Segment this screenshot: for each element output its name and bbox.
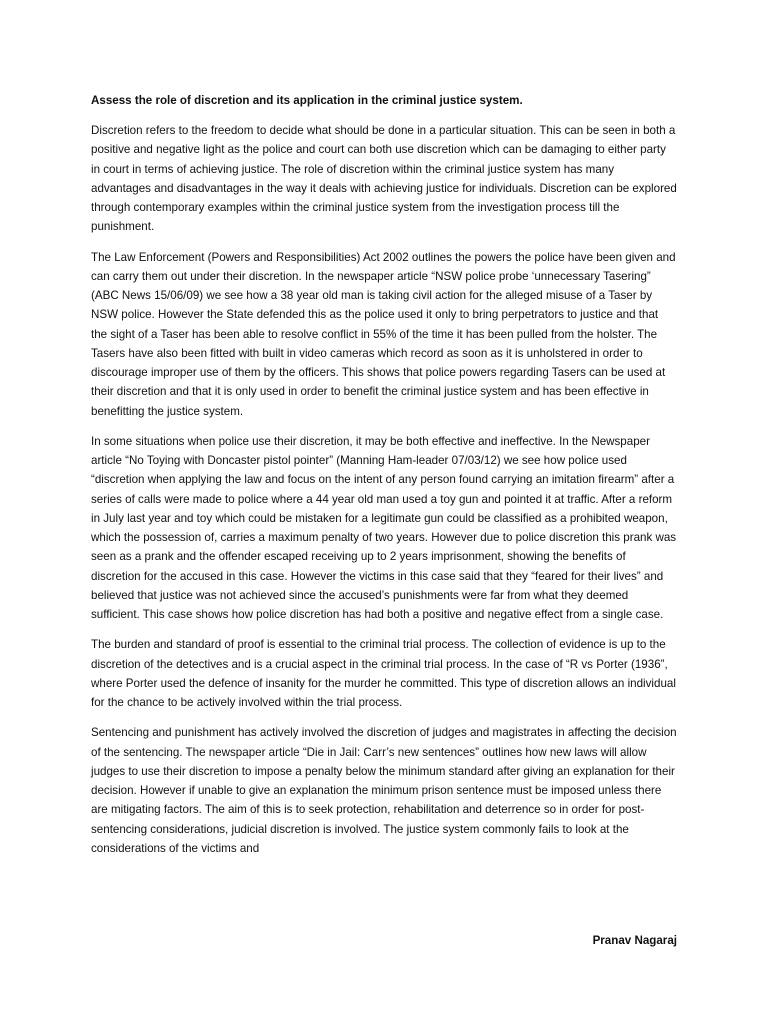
author-name: Pranav Nagaraj <box>592 934 677 947</box>
paragraph-sentencing: Sentencing and punishment has actively involved the discretion of judges and magistrates in affecting the decision of the sentencing. The newspaper article “Die in Jail: Carr’s new sentences” outlines how new laws will allow judges to use their discretion to impose a penalty below the minimum standard after giving an explanation for their decision. However if unable to give an explanation the minimum prison sentence must be imposed unless there are mitigating factors. The aim of this is to seek protection, rehabilitation and deterrence so in order for post-sentencing considerations, judicial discretion is involved. The justice system commonly fails to look at the considerations of the victims and <box>91 726 677 855</box>
paragraph-introduction: Discretion refers to the freedom to decide what should be done in a particular situation. This can be seen in both a positive and negative light as the police and court can both use discretion which can be damaging to either party in court in terms of achieving justice. The role of discretion within the criminal justice system has many advantages and disadvantages in the way it deals with achieving justice for individuals. Discretion can be explored through contemporary examples within the criminal justice system from the investigation process till the punishment. <box>91 124 677 234</box>
paragraph-burden-of-proof: The burden and standard of proof is essential to the criminal trial process. The collection of evidence is up to the discretion of the detectives and is a crucial aspect in the criminal trial process. In the case of “R vs Porter (1936”, where Porter used the defence of insanity for the murder he committed. This type of discretion allows an individual for the chance to be actively involved within the trial process. <box>91 638 676 710</box>
paragraph-police-discretion-case: In some situations when police use their discretion, it may be both effective and ineffective. In the Newspaper article “No Toying with Doncaster pistol pointer” (Manning Ham-leader 07/03/12) we see how police used “discretion when applying the law and focus on the intent of any person found carrying an imitation firearm” after a series of calls were made to police where a 44 year old man used a toy gun and pointed it at traffic. After a reform in July last year and toy which could be mistaken for a legitimate gun could be classified as a prohibited weapon, which the possession of, carries a maximum penalty of two years. However due to police discretion this prank was seen as a prank and the offender escaped receiving up to 2 years imprisonment, showing the benefits of discretion for the accused in this case. However the victims in this case said that they “feared for their lives” and believed that justice was not achieved since the accused’s punishments were far from what they deemed sufficient. This case shows how police discretion has had both a positive and negative effect from a single case. <box>91 434 677 622</box>
document-body <box>91 91 677 869</box>
essay-title: Assess the role of discretion and its application in the criminal justice system. <box>91 94 523 107</box>
paragraph-police-tasers: The Law Enforcement (Powers and Responsibilities) Act 2002 outlines the powers the police have been given and can carry them out under their discretion. In the newspaper article “NSW police probe ‘unnecessary Tasering” (ABC News 15/06/09) we see how a 38 year old man is taking civil action for the alleged misuse of a Taser by NSW police. However the State defended this as the police used it only to bring perpetrators to justice and that the sight of a Taser has been able to resolve conflict in 55% of the time it has been pulled from the holster. The Tasers have also been fitted with built in video cameras which record as soon as it is unholstered in order to discourage improper use of them by the officers. This shows that police powers regarding Tasers can be used at their discretion and that it is only used in order to benefit the criminal justice system and has been effective in benefitting the justice system. <box>91 250 676 418</box>
